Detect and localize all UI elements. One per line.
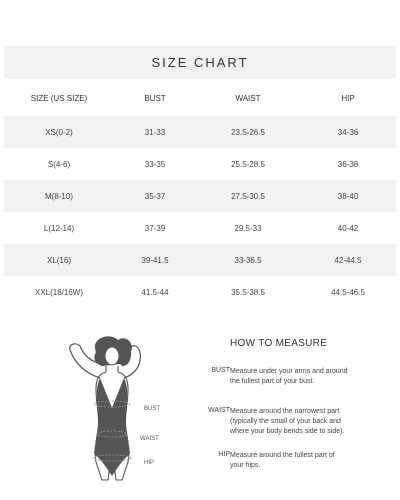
cell-size: L(12-14) [43,223,75,233]
desc-line: Measure around the fullest part of [230,452,335,459]
header-size: SIZE (US SIZE) [30,93,88,103]
header-hip: HIP [341,93,355,103]
page-title: SIZE CHART [151,55,249,70]
cell-size: XS(0-2) [45,127,73,137]
term-waist: WAIST [208,407,230,414]
cell-hip: 34-36 [337,127,359,137]
face-shape [105,347,119,365]
term-hip: HIP [218,451,230,458]
header-bust: BUST [144,93,166,103]
body-measurement-figure [52,330,172,495]
cell-size: M(8-10) [44,191,73,201]
cell-waist: 27.5-30.5 [231,191,265,201]
cell-hip: 42-44.5 [334,255,362,265]
cell-bust: 35-37 [144,191,166,201]
size-table [4,80,396,308]
cell-bust: 41.5-44 [141,287,169,297]
desc-line: your hips. [230,462,261,469]
term-bust: BUST [211,367,230,374]
cell-bust: 33-35 [144,159,166,169]
figure-label-waist: WAIST [140,436,159,442]
cell-size: S(4-6) [47,159,71,169]
desc-waist [230,407,390,437]
cell-size: XXL(18/16W) [34,287,84,297]
cell-bust: 37-39 [144,223,166,233]
figure-label-hip: HIP [144,460,155,466]
header-waist: WAIST [235,93,261,103]
table-row [4,244,396,276]
cell-waist: 35.5-38.5 [231,287,265,297]
cell-hip: 44.5-46.5 [331,287,365,297]
figure-label-bust: BUST [144,406,161,412]
table-row [4,212,396,244]
desc-line: Measure around the narrowest part [230,408,340,415]
cell-bust: 39-41.5 [141,255,169,265]
how-to-measure-section [0,325,400,500]
cell-hip: 38-40 [337,191,359,201]
table-header-row [4,80,396,116]
cell-waist: 25.5-28.5 [231,159,265,169]
cell-bust: 31-33 [144,127,166,137]
table-row [4,276,396,308]
bodysuit-shape [94,378,130,476]
cell-waist: 23.5-26.5 [231,127,265,137]
cell-hip: 40-42 [337,223,359,233]
table-row [4,116,396,148]
how-to-measure-title: HOW TO MEASURE [230,338,328,349]
desc-bust [230,367,390,387]
desc-line: (typically the small of your back and [230,418,341,425]
desc-line: where your body bends side to side). [230,428,345,435]
size-chart-title-bar [4,46,396,79]
desc-line: Measure under your arms and around [230,368,348,375]
cell-hip: 36-38 [337,159,359,169]
desc-line: the fullest part of your bust. [230,378,315,385]
cell-size: XL(16) [46,255,71,265]
cell-waist: 29.5-33 [234,223,262,233]
cell-waist: 33-36.5 [234,255,262,265]
table-row [4,180,396,212]
table-row [4,148,396,180]
desc-hip [230,451,390,471]
